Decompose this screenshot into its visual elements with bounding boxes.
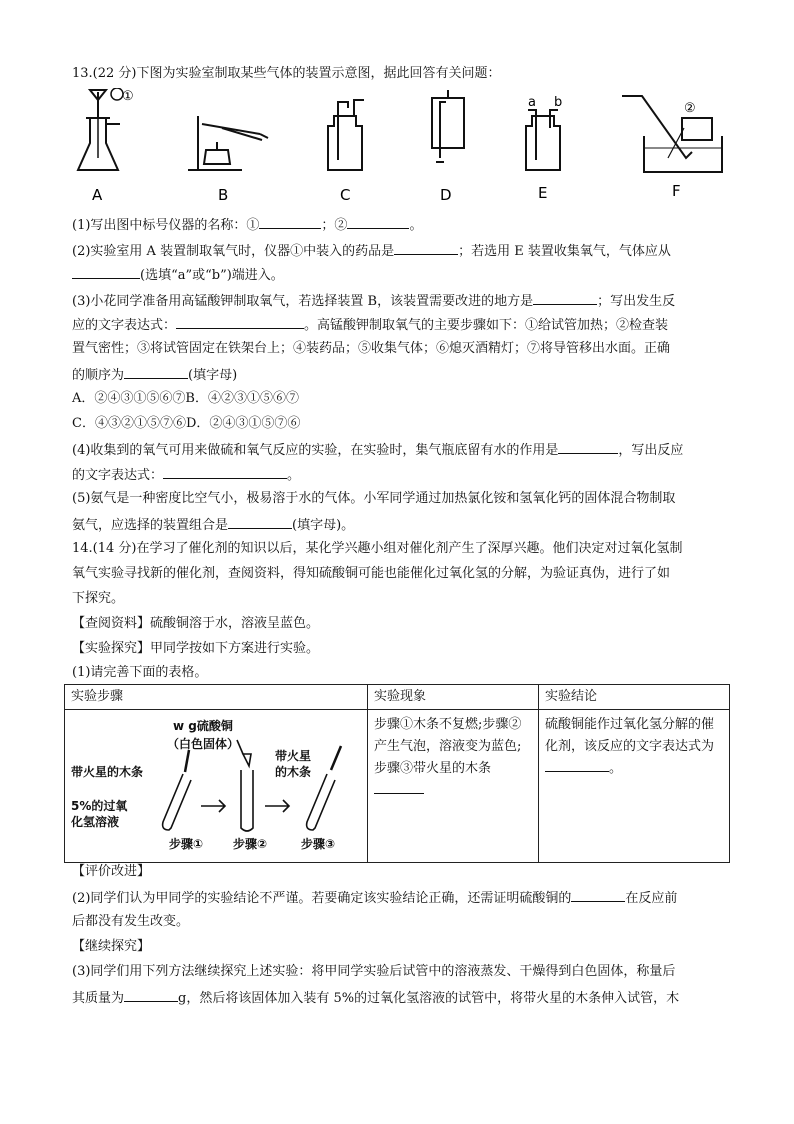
q14-q2-line1 xyxy=(72,889,677,907)
q13-option-ab: A．②④③①⑤⑥⑦B．④②③①⑤⑥⑦ xyxy=(72,391,299,406)
q13-part1 xyxy=(72,216,422,234)
q14-line1: 14.(14 分)在学习了催化剂的知识以后，某化学兴趣小组对催化剂产生了深厚兴趣。他们决定对过氧化氢制 xyxy=(72,541,683,556)
q13-p5c: (填字母)。 xyxy=(292,518,355,533)
apparatus-e xyxy=(526,110,560,170)
q13-p2b: ；若选用 E 装置收集氧气，气体应从 xyxy=(458,244,671,259)
q14-continue: 【继续探究】 xyxy=(72,939,151,954)
arrow-2 xyxy=(265,800,289,812)
answer-blank[interactable] xyxy=(259,216,321,229)
q13-p4a: (4)收集到的氧气可用来做硫和氧气反应的实验，在实验时，集气瓶底留有水的作用是 xyxy=(72,443,559,458)
answer-blank[interactable] xyxy=(533,292,597,305)
arrow-1 xyxy=(201,800,225,812)
q13-title: 13.(22 分)下图为实验室制取某些气体的装置示意图，据此回答有关问题： xyxy=(72,66,501,81)
answer-blank[interactable] xyxy=(394,242,458,255)
q13-part3-line1 xyxy=(72,292,675,310)
q13-part3-line2 xyxy=(72,316,668,334)
answer-blank[interactable] xyxy=(558,441,618,454)
q13-p3c: 应的文字表达式： xyxy=(72,318,177,333)
apparatus-f xyxy=(622,96,722,172)
apparatus-d xyxy=(432,90,464,162)
q14-reference: 【查阅资料】硫酸铜溶于水，溶液呈蓝色。 xyxy=(72,616,320,631)
q13-p3a: (3)小花同学准备用高锰酸钾制取氧气，若选择装置 B，该装置需要改进的地方是 xyxy=(72,294,534,309)
header-steps: 实验步骤 xyxy=(65,685,368,710)
label-b: B xyxy=(218,186,229,204)
q13-p4d: 。 xyxy=(287,468,301,483)
label-a: A xyxy=(92,186,103,204)
conclusion-text: 硫酸铜能作过氧化氢分解的催化剂，该反应的文字表达式为 xyxy=(545,717,715,754)
q14-line3: 下探究。 xyxy=(72,591,125,606)
q13-part4-line2 xyxy=(72,466,300,484)
q13-p4b: ，写出反应 xyxy=(618,443,684,458)
q13-option-cd: C．④③②①⑤⑦⑥D．②④③①⑤⑦⑥ xyxy=(72,416,301,431)
step-label-1: 步骤① xyxy=(169,837,204,851)
q13-p3b: ；写出发生反 xyxy=(597,294,676,309)
q13-part4-line1 xyxy=(72,441,683,459)
label-c: C xyxy=(340,186,351,204)
q14-eval: 【评价改进】 xyxy=(72,864,151,879)
table-row xyxy=(65,710,730,863)
answer-blank[interactable] xyxy=(228,516,292,529)
answer-blank[interactable] xyxy=(347,216,409,229)
reagent-label-1: w g硫酸铜 xyxy=(173,719,233,733)
q13-part5-line1: (5)氨气是一种密度比空气小，极易溶于水的气体。小军同学通过加热氯化铵和氢氧化钙的固体混合物制取 xyxy=(72,491,676,506)
step-label-2: 步骤② xyxy=(233,837,268,851)
q14-q3-line1: (3)同学们用下列方法继续探究上述实验：将甲同学实验后试管中的溶液蒸发、干燥得到白色固体，称量后 xyxy=(72,964,676,979)
wood-stick-left xyxy=(185,750,189,772)
q13-part3-line4 xyxy=(72,366,237,384)
label-d: D xyxy=(440,186,452,204)
steps-cell xyxy=(65,710,368,863)
wood-stick-right xyxy=(331,746,341,770)
q13-p4c: 的文字表达式： xyxy=(72,468,164,483)
q14-q2b: 在反应前 xyxy=(625,891,678,906)
q14-explore: 【实验探究】甲同学按如下方案进行实验。 xyxy=(72,641,320,656)
q13-p2c: (选填“a”或“b”)端进入。 xyxy=(140,268,284,283)
q14-q3-line2 xyxy=(72,989,679,1007)
solution-label-2: 化氢溶液 xyxy=(71,815,120,829)
answer-blank[interactable] xyxy=(176,316,304,329)
answer-blank[interactable] xyxy=(163,466,287,479)
apparatus-a xyxy=(78,88,123,170)
stick-label-right-2: 的木条 xyxy=(275,765,312,779)
q13-part2-line2 xyxy=(72,266,284,284)
label-f: F xyxy=(672,182,681,200)
q13-p3d: 。高锰酸钾制取氧气的主要步骤如下：①给试管加热；②检查装 xyxy=(304,318,669,333)
conclusion-end: 。 xyxy=(609,761,623,776)
stick-label-right-1: 带火星 xyxy=(275,749,312,763)
q13-p1-sep: ；② xyxy=(321,218,348,233)
apparatus-c xyxy=(328,100,364,170)
q14-q3b: 其质量为 xyxy=(72,991,125,1006)
steps-diagram xyxy=(65,710,361,854)
header-conclusion: 实验结论 xyxy=(539,685,730,710)
table-header-row xyxy=(65,685,730,710)
marker-1: ① xyxy=(122,89,134,104)
q13-p3g: (填字母) xyxy=(188,368,238,383)
label-e: E xyxy=(538,184,548,202)
answer-blank[interactable] xyxy=(72,266,140,279)
q13-p3f: 的顺序为 xyxy=(72,368,125,383)
q14-q2a: (2)同学们认为甲同学的实验结论不严谨。若要确定该实验结论正确，还需证明硫酸铜的 xyxy=(72,891,572,906)
answer-blank[interactable] xyxy=(124,366,188,379)
apparatus-b xyxy=(188,116,268,170)
header-phenomenon: 实验现象 xyxy=(368,685,539,710)
marker-b: b xyxy=(554,95,563,110)
stick-label-left: 带火星的木条 xyxy=(71,765,144,779)
q14-q2-line2: 后都没有发生改变。 xyxy=(72,914,190,929)
q13-p1-end: 。 xyxy=(409,218,423,233)
reagent-label-2: （白色固体） xyxy=(167,737,240,751)
phenomenon-cell xyxy=(368,710,539,863)
test-tube-1 xyxy=(163,774,191,830)
answer-blank[interactable] xyxy=(374,781,424,794)
q13-p1-text: (1)写出图中标号仪器的名称：① xyxy=(72,218,260,233)
test-tube-2 xyxy=(241,770,253,831)
q14-q3c: g，然后将该固体加入装有 5%的过氧化氢溶液的试管中，将带火星的木条伸入试管，木 xyxy=(178,991,680,1006)
q14-q1: (1)请完善下面的表格。 xyxy=(72,665,208,680)
apparatus-figure xyxy=(72,88,732,206)
conclusion-cell xyxy=(539,710,730,863)
step-label-3: 步骤③ xyxy=(301,837,336,851)
q13-part3-line3: 置气密性；③将试管固定在铁架台上；④装药品；⑤收集气体；⑥熄灭酒精灯；⑦将导管移出水面。正确 xyxy=(72,341,671,356)
answer-blank[interactable] xyxy=(545,759,609,772)
marker-2: ② xyxy=(684,101,696,116)
q13-p2a: (2)实验室用 A 装置制取氧气时，仪器①中装入的药品是 xyxy=(72,244,395,259)
test-tube-3 xyxy=(307,774,335,830)
phenomenon-text: 步骤①木条不复燃;步骤②产生气泡，溶液变为蓝色;步骤③带火星的木条 xyxy=(374,717,522,776)
q13-p5b: 氨气，应选择的装置组合是 xyxy=(72,518,229,533)
q13-part5-line2 xyxy=(72,516,354,534)
q14-line2: 氧气实验寻找新的催化剂，查阅资料，得知硫酸铜可能也能催化过氧化氢的分解，为验证真伪，进行了如 xyxy=(72,566,671,581)
marker-a: a xyxy=(528,95,536,110)
answer-blank[interactable] xyxy=(571,889,625,902)
answer-blank[interactable] xyxy=(124,989,178,1002)
q13-part2-line1 xyxy=(72,242,671,260)
solution-label-1: 5%的过氧 xyxy=(71,799,128,813)
experiment-table xyxy=(64,684,730,863)
dropper xyxy=(243,754,251,766)
